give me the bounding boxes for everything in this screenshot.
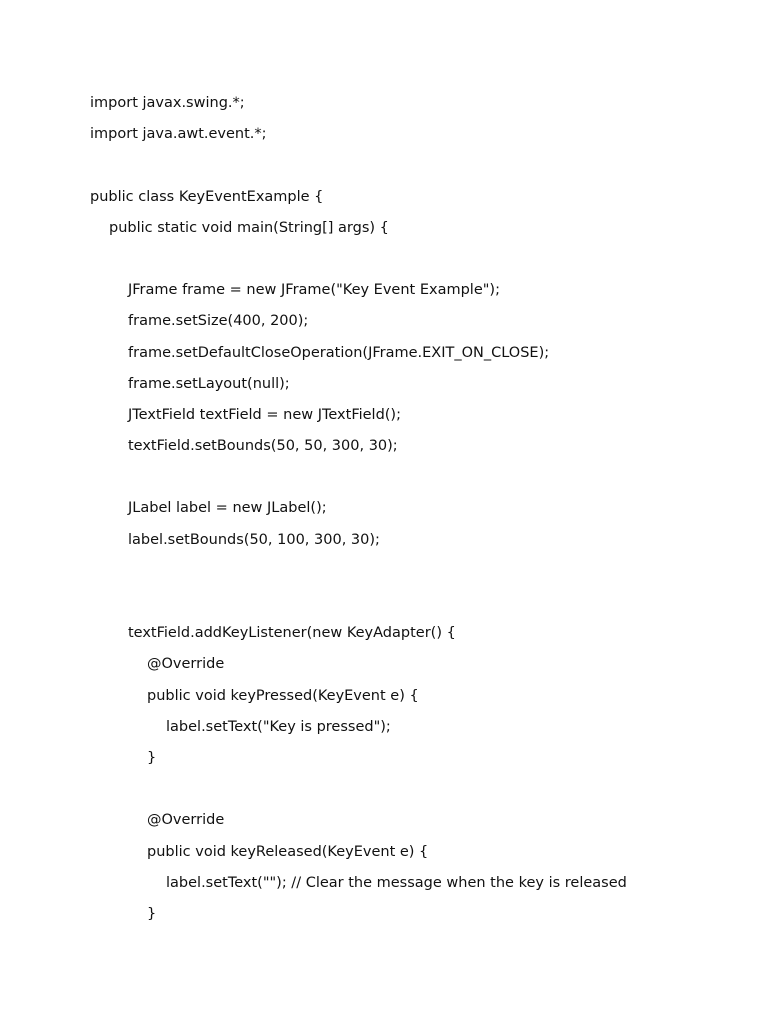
code-line: textField.addKeyListener(new KeyAdapter() { [128,625,456,642]
code-line: public static void main(String[] args) { [109,219,389,236]
code-line: public void keyReleased(KeyEvent e) { [147,843,429,860]
code-line: import java.awt.event.*; [90,126,267,143]
code-line-blank [90,774,730,805]
code-line: JFrame frame = new JFrame("Key Event Example"); [128,282,500,299]
code-line: label.setBounds(50, 100, 300, 30); [128,531,380,548]
code-line-blank [90,244,730,275]
code-line: label.setText("Key is pressed"); [166,718,391,735]
code-line: frame.setSize(400, 200); [128,313,309,330]
code-line: frame.setLayout(null); [128,375,290,392]
code-line: public class KeyEventExample { [90,188,324,205]
code-line-blank [90,150,730,181]
code-line: } [147,749,157,766]
code-line: label.setText(""); // Clear the message when the key is released [166,874,627,891]
code-line: JLabel label = new JLabel(); [128,500,327,517]
code-line-blank [90,587,730,618]
code-line: @Override [147,812,225,829]
code-line: } [147,905,157,922]
code-line: frame.setDefaultCloseOperation(JFrame.EXIT_ON_CLOSE); [128,344,550,361]
code-line: public void keyPressed(KeyEvent e) { [147,687,419,704]
code-line: textField.setBounds(50, 50, 300, 30); [128,438,398,455]
code-line-blank [90,556,730,587]
code-line: import javax.swing.*; [90,95,245,111]
code-line-blank [90,462,730,493]
code-line: JTextField textField = new JTextField(); [128,406,401,423]
code-line: @Override [147,656,225,673]
code-block [90,88,730,930]
